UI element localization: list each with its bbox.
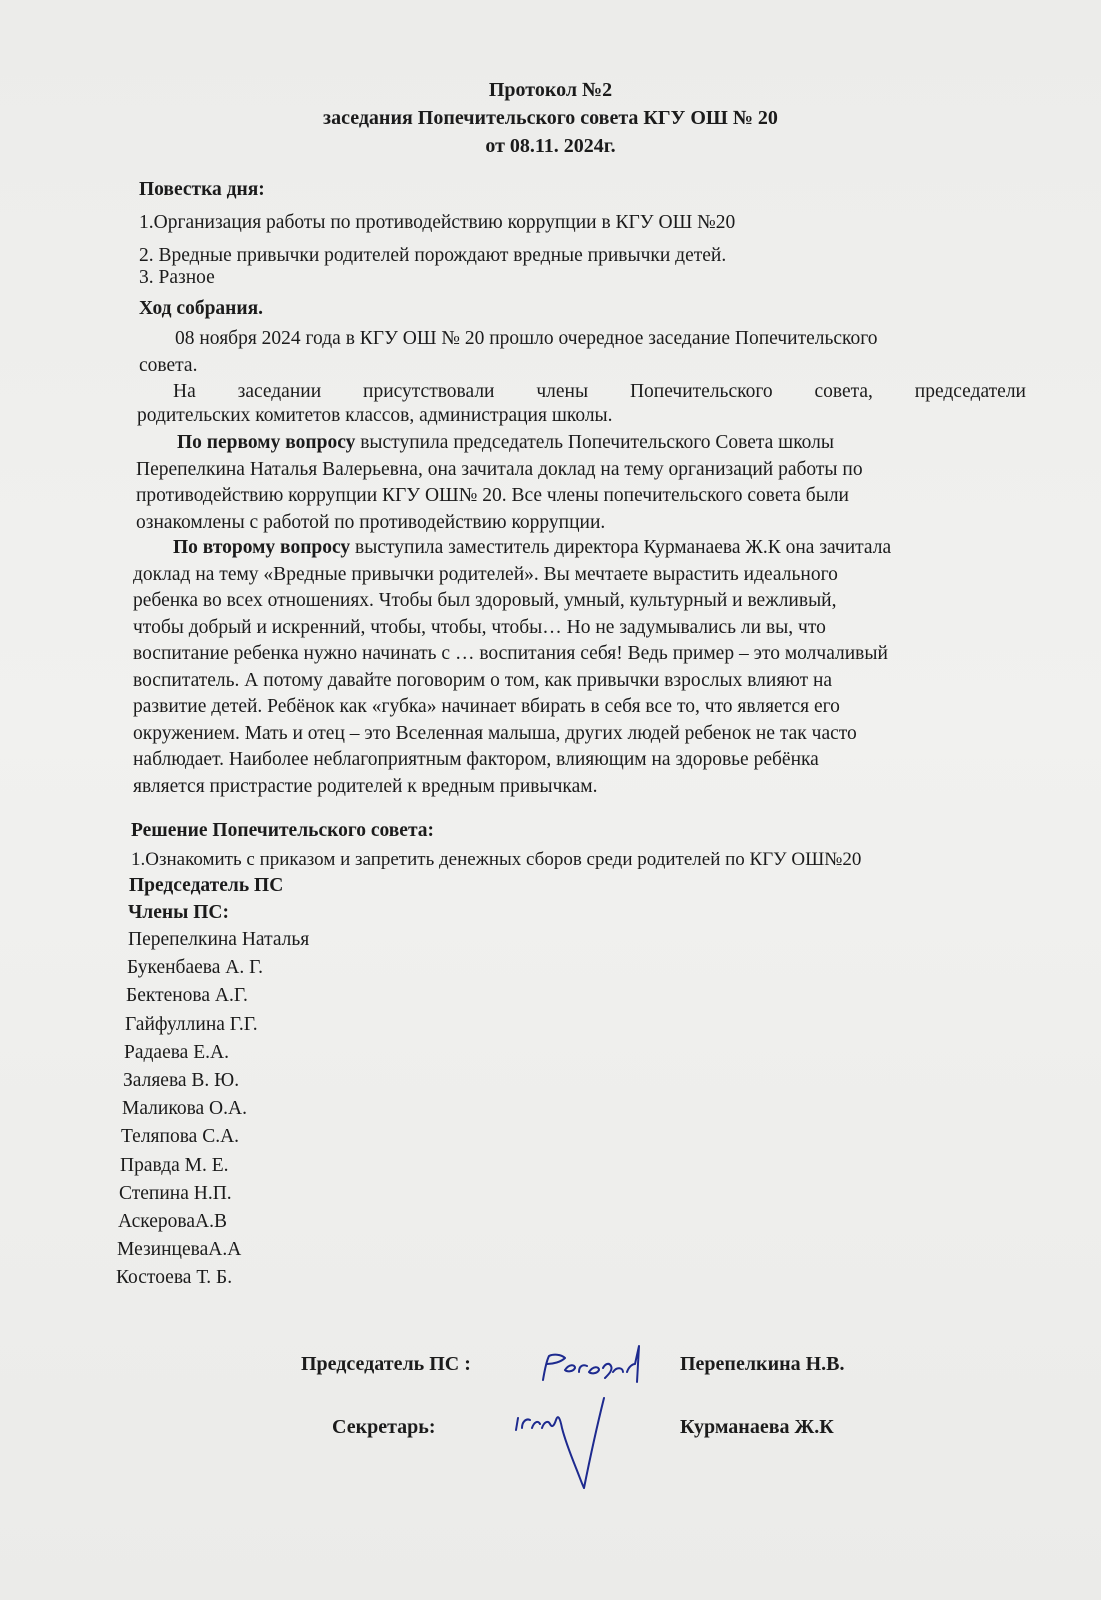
paragraph-line: ознакомлены с работой по противодействию коррупции. (136, 511, 606, 533)
agenda-item-2: 2. Вредные привычки родителей порождают вредные привычки детей. (139, 245, 727, 266)
list-item: Костоева Т. Б. (116, 1267, 233, 1289)
list-item: Заляева В. Ю. (123, 1070, 240, 1092)
agenda-item-1: 1.Организация работы по противодействию коррупции в КГУ ОШ №20 (139, 212, 736, 233)
list-item: МезинцеваА.А (117, 1239, 242, 1261)
paragraph-line: чтобы добрый и искренний, чтобы, чтобы, чтобы… Но не задумывались ли вы, что (133, 616, 826, 638)
paragraph-first-question (136, 430, 863, 536)
chair-signature-label: Председатель ПС : (301, 1353, 471, 1375)
list-item: Радаева Е.А. (124, 1041, 229, 1063)
paragraph-line: наблюдает. Наиболее неблагоприятным фактором, влияющим на здоровье ребёнка (133, 749, 819, 770)
paragraph-line: 08 ноября 2024 года в КГУ ОШ № 20 прошло очередное заседание Попечительского (175, 328, 878, 349)
list-item: Перепелкина Наталья (128, 929, 310, 950)
members-label: Члены ПС: (128, 902, 229, 923)
secretary-signature-icon (508, 1388, 618, 1498)
paragraph-line: совета. (139, 354, 198, 376)
list-item: Теляпова С.А. (121, 1126, 240, 1148)
proceedings-heading: Ход собрания. (139, 298, 264, 319)
decision-item-1: 1.Ознакомить с приказом и запретить денежных сборов среди родителей по КГУ ОШ№20 (131, 849, 862, 870)
secretary-signature-label: Секретарь: (332, 1416, 436, 1438)
agenda-item-3: 3. Разное (139, 267, 215, 288)
members-list (116, 926, 310, 1293)
paragraph-attendees-line2: родительских комитетов классов, администрация школы. (137, 405, 613, 426)
paragraph-line: противодействию коррупции КГУ ОШ№ 20. Все члены попечительского совета были (136, 485, 849, 506)
paragraph-line: выступила заместитель директора Курманаева Ж.К она зачитала (350, 537, 892, 558)
list-item: Букенбаева А. Г. (127, 957, 264, 979)
paragraph-line: ребенка во всех отношениях. Чтобы был здоровый, умный, культурный и вежливый, (133, 590, 837, 611)
secretary-name: Курманаева Ж.К (680, 1416, 834, 1438)
agenda-heading: Повестка дня: (139, 179, 265, 200)
paragraph-line: выступила председатель Попечительского Совета школы (355, 432, 834, 453)
paragraph-line: Перепелкина Наталья Валерьевна, она зачитала доклад на тему организаций работы по (136, 458, 863, 480)
list-item: Правда М. Е. (120, 1154, 229, 1176)
list-item: АскероваА.В (118, 1211, 227, 1233)
chair-label: Председатель ПС (129, 875, 284, 896)
meeting-date: от 08.11. 2024г. (485, 135, 616, 157)
meeting-name: заседания Попечительского совета КГУ ОШ № 20 (323, 107, 778, 129)
signature-stroke (516, 1398, 604, 1488)
list-item: Степина Н.П. (119, 1182, 232, 1204)
second-question-label: По второму вопросу (173, 537, 351, 558)
paragraph-line: развитие детей. Ребёнок как «губка» начинает вбирать в себя все то, что является его (133, 696, 840, 717)
paragraph-line: является пристрастие родителей к вредным привычкам. (133, 775, 598, 797)
protocol-number: Протокол №2 (488, 79, 613, 101)
list-item: Бектенова А.Г. (126, 985, 248, 1007)
list-item: Маликова О.А. (122, 1098, 247, 1120)
paragraph-second-question (133, 535, 891, 800)
paragraph-line: воспитание ребенка нужно начинать с … воспитания себя! Ведь пример – это молчаливый (133, 643, 888, 664)
paragraph-meeting-held (139, 326, 878, 379)
paragraph-line: доклад на тему «Вредные привычки родителей». Вы мечтаете вырастить идеального (133, 563, 838, 585)
first-question-label: По первому вопросу (177, 432, 356, 453)
decision-heading: Решение Попечительского совета: (131, 820, 435, 841)
paragraph-line: воспитатель. А потому давайте поговорим о том, как привычки взрослых влияют на (133, 669, 833, 691)
chair-name: Перепелкина Н.В. (680, 1353, 845, 1375)
paragraph-line: окружением. Мать и отец – это Вселенная малыша, других людей ребенок не так часто (133, 722, 857, 744)
list-item: Гайфуллина Г.Г. (125, 1013, 258, 1035)
paragraph-attendees-line1: На заседании присутствовали члены Попечительского совета, председатели (173, 381, 1026, 402)
signature-stroke (543, 1346, 639, 1382)
